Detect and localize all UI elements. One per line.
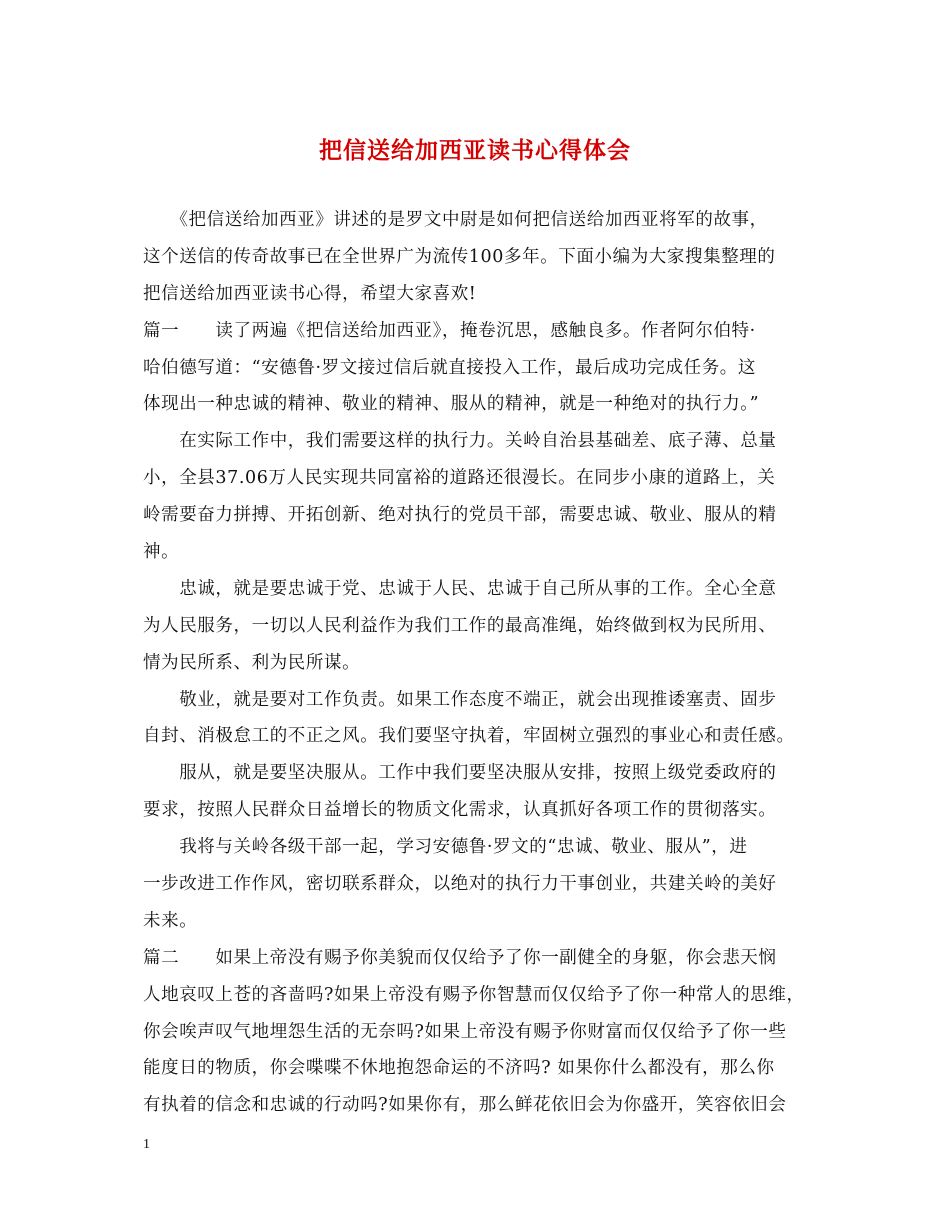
text-line: 篇一 读了两遍《把信送给加西亚》，掩卷沉思，感触良多。作者阿尔伯特· xyxy=(143,320,756,341)
text-line: 体现出一种忠诚的精神、敬业的精神、服从的精神，就是一种绝对的执行力。” xyxy=(143,394,760,415)
text-line: 《把信送给加西亚》讲述的是罗文中尉是如何把信送给加西亚将军的故事， xyxy=(143,210,768,230)
text-line: 把信送给加西亚读书心得，希望大家喜欢! xyxy=(143,283,477,304)
text-line: 篇二 如果上帝没有赐予你美貌而仅仅给予了你一副健全的身躯，你会悲天悯 xyxy=(143,947,777,968)
document-body xyxy=(143,202,811,1124)
text-line: 小，全县37.06万人民实现共同富裕的道路还很漫长。在同步小康的道路上，关 xyxy=(143,468,776,489)
text-line: 为人民服务，一切以人民利益作为我们工作的最高准绳，始终做到权为民所用、 xyxy=(143,615,777,636)
text-line: 有执着的信念和忠诚的行动吗?如果你有，那么鲜花依旧会为你盛开，笑容依旧会 xyxy=(143,1095,787,1116)
text-line: 岭需要奋力拼搏、开拓创新、绝对执行的党员干部，需要忠诚、敬业、服从的精 xyxy=(143,505,777,526)
text-line: 未来。 xyxy=(143,910,198,931)
text-line: 要求，按照人民群众日益增长的物质文化需求，认真抓好各项工作的贯彻落实。 xyxy=(143,800,777,821)
text-line: 服从，就是要坚决服从。工作中我们要坚决服从安排，按照上级党委政府的 xyxy=(143,763,777,784)
text-line: 你会唉声叹气地埋怨生活的无奈吗?如果上帝没有赐予你财富而仅仅给予了你一些 xyxy=(143,1021,787,1042)
page-number: 1 xyxy=(143,1137,150,1152)
page-title: 把信送给加西亚读书心得体会 xyxy=(319,137,631,164)
text-line: 能度日的物质，你会喋喋不休地抱怨命运的不济吗? 如果你什么都没有，那么你 xyxy=(143,1058,775,1079)
text-line: 一步改进工作作风，密切联系群众，以绝对的执行力干事创业，共建关岭的美好 xyxy=(143,874,777,895)
text-line: 在实际工作中，我们需要这样的执行力。关岭自治县基础差、底子薄、总量 xyxy=(143,431,777,452)
text-line: 哈伯德写道：“安德鲁·罗文接过信后就直接投入工作，最后成功完成任务。这 xyxy=(143,357,757,378)
text-line: 情为民所系、利为民所谋。 xyxy=(143,652,361,673)
text-line: 忠诚，就是要忠诚于党、忠诚于人民、忠诚于自己所从事的工作。全心全意 xyxy=(143,578,777,599)
text-line: 自封、消极怠工的不正之风。我们要坚守执着，牢固树立强烈的事业心和责任感。 xyxy=(143,726,795,747)
text-line: 敬业，就是要对工作负责。如果工作态度不端正，就会出现推诿塞责、固步 xyxy=(143,689,777,710)
text-line: 神。 xyxy=(143,542,180,563)
text-line: 人地哀叹上苍的吝啬吗?如果上帝没有赐予你智慧而仅仅给予了你一种常人的思维， xyxy=(143,984,805,1005)
text-line: 我将与关岭各级干部一起，学习安德鲁·罗文的“忠诚、敬业、服从”，进 xyxy=(143,837,748,858)
text-line: 这个送信的传奇故事已在全世界广为流传100多年。下面小编为大家搜集整理的 xyxy=(143,246,776,267)
